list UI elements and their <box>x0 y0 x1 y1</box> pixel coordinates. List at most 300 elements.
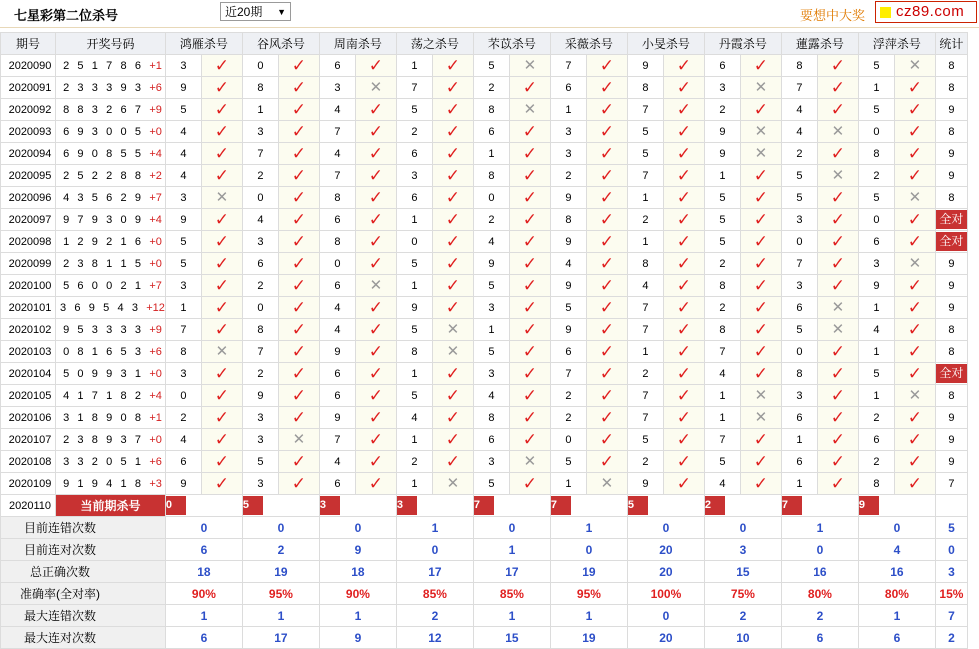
draw-numbers-cell <box>56 253 166 275</box>
draw-numbers: 2 3 3 3 9 3 <box>63 81 144 94</box>
check-mark-icon: ✓ <box>445 452 461 471</box>
result-cell <box>817 473 858 495</box>
kill-number-cell: 6 <box>704 55 740 77</box>
kill-number-cell: 7 <box>550 363 586 385</box>
table-row <box>1 429 968 451</box>
check-mark-icon: ✓ <box>445 408 461 427</box>
result-cell <box>817 187 858 209</box>
kill-number-cell: 3 <box>165 187 201 209</box>
current-kill-cell <box>319 495 396 517</box>
table-row <box>1 187 968 209</box>
kill-number-cell: 1 <box>627 231 663 253</box>
result-cell <box>894 319 935 341</box>
result-cell <box>740 341 781 363</box>
summary-value: 2 <box>242 539 319 561</box>
check-mark-icon: ✓ <box>291 78 307 97</box>
summary-row <box>1 605 968 627</box>
kill-number-cell: 9 <box>704 143 740 165</box>
kill-number-cell: 5 <box>396 385 432 407</box>
summary-value: 16 <box>858 561 935 583</box>
result-cell <box>201 363 242 385</box>
check-mark-icon: ✓ <box>445 188 461 207</box>
kill-number-cell: 4 <box>165 429 201 451</box>
header-expert-4[interactable]: 荡之杀号 <box>396 33 473 55</box>
draw-plus: +2 <box>149 169 162 182</box>
kill-number-cell: 7 <box>242 143 278 165</box>
check-mark-icon: ✓ <box>368 364 384 383</box>
result-cell <box>355 275 396 297</box>
kill-number-cell: 1 <box>242 99 278 121</box>
result-cell <box>894 451 935 473</box>
cross-mark-icon: ✕ <box>908 57 922 74</box>
kill-number-cell: 5 <box>165 231 201 253</box>
summary-value: 85% <box>396 583 473 605</box>
header-expert-2[interactable]: 谷风杀号 <box>242 33 319 55</box>
summary-value: 1 <box>473 605 550 627</box>
kill-number-cell: 2 <box>242 275 278 297</box>
check-mark-icon: ✓ <box>445 56 461 75</box>
kill-number-cell: 8 <box>858 143 894 165</box>
result-cell <box>432 55 473 77</box>
result-cell <box>740 187 781 209</box>
result-cell <box>509 319 550 341</box>
check-mark-icon: ✓ <box>291 386 307 405</box>
result-cell <box>894 473 935 495</box>
draw-plus: +0 <box>149 367 162 380</box>
result-cell <box>355 363 396 385</box>
kill-number-cell: 4 <box>550 253 586 275</box>
check-mark-icon: ✓ <box>907 232 923 251</box>
summary-value: 80% <box>858 583 935 605</box>
summary-value: 2 <box>396 605 473 627</box>
check-mark-icon: ✓ <box>291 342 307 361</box>
stat-cell <box>935 165 967 187</box>
check-mark-icon: ✓ <box>676 298 692 317</box>
check-mark-icon: ✓ <box>830 364 846 383</box>
result-cell <box>817 121 858 143</box>
draw-numbers-cell <box>56 429 166 451</box>
result-cell <box>663 473 704 495</box>
kill-number-cell: 8 <box>781 363 817 385</box>
result-cell <box>894 143 935 165</box>
result-cell <box>278 451 319 473</box>
kill-number-cell: 9 <box>165 209 201 231</box>
kill-number-cell: 7 <box>242 341 278 363</box>
result-cell <box>355 231 396 253</box>
kill-number-cell: 0 <box>858 209 894 231</box>
summary-value: 17 <box>473 561 550 583</box>
header-expert-5[interactable]: 芣苡杀号 <box>473 33 550 55</box>
check-mark-icon: ✓ <box>522 298 538 317</box>
summary-label: 总正确次数 <box>1 561 166 583</box>
check-mark-icon: ✓ <box>445 122 461 141</box>
kill-number-cell: 6 <box>396 143 432 165</box>
check-mark-icon: ✓ <box>445 364 461 383</box>
current-issue-row <box>1 495 968 517</box>
check-mark-icon: ✓ <box>368 408 384 427</box>
kill-number-cell: 4 <box>319 319 355 341</box>
result-cell <box>740 297 781 319</box>
result-cell <box>740 99 781 121</box>
result-cell <box>817 429 858 451</box>
kill-number-cell: 3 <box>781 275 817 297</box>
check-mark-icon: ✓ <box>214 474 230 493</box>
current-kill-cell <box>704 495 781 517</box>
check-mark-icon: ✓ <box>291 122 307 141</box>
kill-number-cell: 9 <box>473 253 509 275</box>
result-cell <box>894 187 935 209</box>
result-cell <box>432 275 473 297</box>
summary-value: 0 <box>473 517 550 539</box>
kill-number-table <box>0 32 968 649</box>
check-mark-icon: ✓ <box>830 254 846 273</box>
stat-value: 8 <box>948 59 955 72</box>
kill-number-cell: 2 <box>627 451 663 473</box>
check-mark-icon: ✓ <box>830 232 846 251</box>
kill-number-cell: 1 <box>550 99 586 121</box>
check-mark-icon: ✓ <box>676 254 692 273</box>
kill-number-cell: 2 <box>550 165 586 187</box>
check-mark-icon: ✓ <box>291 254 307 273</box>
header-expert-9[interactable]: 蓮露杀号 <box>781 33 858 55</box>
header-expert-6[interactable]: 采薇杀号 <box>550 33 627 55</box>
kill-number-cell: 7 <box>550 55 586 77</box>
result-cell <box>432 187 473 209</box>
kill-number-cell: 2 <box>550 385 586 407</box>
kill-number-cell: 1 <box>396 429 432 451</box>
check-mark-icon: ✓ <box>291 276 307 295</box>
kill-number-cell: 3 <box>473 297 509 319</box>
kill-number-cell: 2 <box>781 143 817 165</box>
check-mark-icon: ✓ <box>368 100 384 119</box>
summary-stat: 15% <box>935 583 967 605</box>
kill-number-cell: 1 <box>396 363 432 385</box>
result-cell <box>894 407 935 429</box>
site-logo[interactable] <box>875 1 977 23</box>
kill-number-cell: 1 <box>704 385 740 407</box>
kill-number-cell: 7 <box>165 319 201 341</box>
kill-number-cell: 5 <box>704 187 740 209</box>
kill-number-cell: 4 <box>319 451 355 473</box>
check-mark-icon: ✓ <box>291 364 307 383</box>
result-cell <box>201 143 242 165</box>
kill-number-cell: 4 <box>242 209 278 231</box>
kill-number-cell: 0 <box>165 385 201 407</box>
cross-mark-icon: ✕ <box>754 387 768 404</box>
stat-value: 9 <box>948 301 955 314</box>
summary-value: 95% <box>550 583 627 605</box>
result-cell <box>740 473 781 495</box>
result-cell <box>817 209 858 231</box>
kill-number-cell: 3 <box>242 473 278 495</box>
summary-value: 20 <box>627 627 704 649</box>
kill-number-cell: 9 <box>550 231 586 253</box>
result-cell <box>894 275 935 297</box>
current-kill-cell <box>858 495 935 517</box>
check-mark-icon: ✓ <box>599 408 615 427</box>
check-mark-icon: ✓ <box>676 364 692 383</box>
kill-number-cell: 9 <box>858 275 894 297</box>
kill-number-cell: 5 <box>627 121 663 143</box>
current-stat-cell <box>935 495 967 517</box>
kill-number-cell: 5 <box>858 187 894 209</box>
check-mark-icon: ✓ <box>214 56 230 75</box>
kill-number-cell: 7 <box>704 341 740 363</box>
table-row <box>1 143 968 165</box>
check-mark-icon: ✓ <box>676 386 692 405</box>
kill-number-cell: 2 <box>858 165 894 187</box>
result-cell <box>509 451 550 473</box>
kill-number-cell: 1 <box>396 55 432 77</box>
result-cell <box>817 363 858 385</box>
result-cell <box>355 209 396 231</box>
summary-value: 1 <box>165 605 242 627</box>
stat-cell <box>935 275 967 297</box>
result-cell <box>817 231 858 253</box>
header-expert-3[interactable]: 周南杀号 <box>319 33 396 55</box>
result-cell <box>586 253 627 275</box>
kill-number-cell: 5 <box>165 99 201 121</box>
result-cell <box>201 407 242 429</box>
stat-cell <box>935 473 967 495</box>
draw-numbers-cell <box>56 231 166 253</box>
check-mark-icon: ✓ <box>753 232 769 251</box>
current-kill-value: 0 <box>166 496 186 515</box>
kill-number-cell: 5 <box>858 363 894 385</box>
cross-mark-icon: ✕ <box>369 277 383 294</box>
summary-value: 0 <box>242 517 319 539</box>
header-expert-1[interactable]: 鸿雁杀号 <box>165 33 242 55</box>
kill-number-cell: 5 <box>781 187 817 209</box>
header-expert-8[interactable]: 丹霞杀号 <box>704 33 781 55</box>
result-cell <box>663 385 704 407</box>
draw-numbers: 2 3 8 1 1 5 <box>63 257 144 270</box>
check-mark-icon: ✓ <box>830 408 846 427</box>
cross-mark-icon: ✕ <box>831 167 845 184</box>
check-mark-icon: ✓ <box>676 320 692 339</box>
kill-number-cell: 3 <box>858 253 894 275</box>
kill-number-cell: 4 <box>704 473 740 495</box>
kill-number-cell: 1 <box>396 209 432 231</box>
kill-number-cell: 6 <box>319 473 355 495</box>
kill-number-cell: 7 <box>319 121 355 143</box>
kill-number-cell: 3 <box>165 275 201 297</box>
header-expert-10[interactable]: 浮萍杀号 <box>858 33 935 55</box>
stat-cell <box>935 231 967 253</box>
cross-mark-icon: ✕ <box>292 431 306 448</box>
kill-number-cell: 2 <box>627 209 663 231</box>
issue-cell: 2020091 <box>1 77 56 99</box>
result-cell <box>278 385 319 407</box>
kill-number-cell: 2 <box>165 407 201 429</box>
check-mark-icon: ✓ <box>676 188 692 207</box>
draw-numbers-cell <box>56 319 166 341</box>
check-mark-icon: ✓ <box>599 232 615 251</box>
check-mark-icon: ✓ <box>753 56 769 75</box>
draw-numbers: 9 5 3 3 3 3 <box>63 323 144 336</box>
result-cell <box>509 429 550 451</box>
period-select[interactable] <box>220 2 291 21</box>
check-mark-icon: ✓ <box>907 144 923 163</box>
logo-text: cz89.com <box>896 3 965 20</box>
result-cell <box>278 407 319 429</box>
result-cell <box>894 55 935 77</box>
kill-number-cell: 5 <box>627 429 663 451</box>
check-mark-icon: ✓ <box>291 188 307 207</box>
kill-number-cell: 1 <box>858 341 894 363</box>
check-mark-icon: ✓ <box>599 78 615 97</box>
result-cell <box>586 297 627 319</box>
kill-number-cell: 5 <box>396 253 432 275</box>
check-mark-icon: ✓ <box>753 474 769 493</box>
kill-number-cell: 2 <box>242 165 278 187</box>
kill-number-cell: 5 <box>858 99 894 121</box>
cross-mark-icon: ✕ <box>523 101 537 118</box>
cross-mark-icon: ✕ <box>908 255 922 272</box>
summary-stat: 5 <box>935 517 967 539</box>
summary-value: 6 <box>858 627 935 649</box>
check-mark-icon: ✓ <box>907 408 923 427</box>
summary-value: 17 <box>242 627 319 649</box>
summary-label: 目前连错次数 <box>1 517 166 539</box>
result-cell <box>894 363 935 385</box>
kill-number-cell: 6 <box>319 385 355 407</box>
kill-number-cell: 3 <box>242 407 278 429</box>
result-cell <box>894 341 935 363</box>
summary-label: 目前连对次数 <box>1 539 166 561</box>
result-cell <box>355 55 396 77</box>
draw-numbers: 5 6 0 0 2 1 <box>63 279 144 292</box>
kill-number-cell: 3 <box>473 451 509 473</box>
draw-numbers: 0 8 1 6 5 3 <box>63 345 144 358</box>
chevron-down-icon: ▼ <box>277 7 286 17</box>
kill-number-cell: 5 <box>704 209 740 231</box>
check-mark-icon: ✓ <box>291 408 307 427</box>
kill-number-cell: 3 <box>242 429 278 451</box>
kill-number-cell: 8 <box>627 77 663 99</box>
kill-number-cell: 9 <box>627 473 663 495</box>
result-cell <box>278 55 319 77</box>
kill-number-cell: 2 <box>858 451 894 473</box>
kill-number-cell: 0 <box>242 187 278 209</box>
draw-numbers-cell <box>56 407 166 429</box>
slogan-link[interactable]: 要想中大奖 <box>800 8 866 23</box>
check-mark-icon: ✓ <box>214 452 230 471</box>
draw-numbers-cell <box>56 209 166 231</box>
check-mark-icon: ✓ <box>368 474 384 493</box>
summary-row <box>1 583 968 605</box>
summary-value: 6 <box>165 539 242 561</box>
result-cell <box>740 165 781 187</box>
draw-numbers-cell <box>56 77 166 99</box>
check-mark-icon: ✓ <box>522 144 538 163</box>
summary-value: 15 <box>473 627 550 649</box>
draw-plus: +4 <box>149 389 162 402</box>
result-cell <box>355 77 396 99</box>
result-cell <box>432 451 473 473</box>
kill-number-cell: 1 <box>165 297 201 319</box>
check-mark-icon: ✓ <box>522 430 538 449</box>
kill-number-cell: 2 <box>704 99 740 121</box>
kill-number-cell: 5 <box>550 451 586 473</box>
summary-value: 1 <box>473 539 550 561</box>
check-mark-icon: ✓ <box>907 320 923 339</box>
table-row <box>1 275 968 297</box>
result-cell <box>278 473 319 495</box>
result-cell <box>586 473 627 495</box>
check-mark-icon: ✓ <box>907 166 923 185</box>
result-cell <box>894 77 935 99</box>
check-mark-icon: ✓ <box>445 276 461 295</box>
current-kill-cell <box>396 495 473 517</box>
kill-number-cell: 8 <box>396 341 432 363</box>
summary-value: 19 <box>550 627 627 649</box>
table-row <box>1 363 968 385</box>
cross-mark-icon: ✕ <box>523 453 537 470</box>
result-cell <box>740 275 781 297</box>
stat-cell <box>935 99 967 121</box>
check-mark-icon: ✓ <box>291 452 307 471</box>
check-mark-icon: ✓ <box>599 144 615 163</box>
result-cell <box>740 451 781 473</box>
check-mark-icon: ✓ <box>753 166 769 185</box>
result-cell <box>586 187 627 209</box>
draw-numbers: 4 3 5 6 2 9 <box>63 191 144 204</box>
kill-number-cell: 7 <box>627 385 663 407</box>
stat-cell <box>935 407 967 429</box>
check-mark-icon: ✓ <box>522 342 538 361</box>
kill-number-cell: 4 <box>319 297 355 319</box>
check-mark-icon: ✓ <box>676 144 692 163</box>
result-cell <box>509 187 550 209</box>
kill-number-cell: 4 <box>858 319 894 341</box>
draw-numbers-cell <box>56 363 166 385</box>
result-cell <box>432 165 473 187</box>
page-title: 七星彩第二位杀号 <box>14 8 119 23</box>
result-cell <box>201 429 242 451</box>
draw-numbers: 3 3 2 0 5 1 <box>63 455 144 468</box>
stat-value: 9 <box>948 279 955 292</box>
check-mark-icon: ✓ <box>676 122 692 141</box>
cross-mark-icon: ✕ <box>831 123 845 140</box>
check-mark-icon: ✓ <box>368 452 384 471</box>
draw-numbers-cell <box>56 121 166 143</box>
check-mark-icon: ✓ <box>753 100 769 119</box>
result-cell <box>509 385 550 407</box>
result-cell <box>663 231 704 253</box>
kill-number-cell: 5 <box>396 319 432 341</box>
check-mark-icon: ✓ <box>830 56 846 75</box>
kill-number-cell: 5 <box>473 55 509 77</box>
draw-numbers: 6 9 3 0 0 5 <box>63 125 144 138</box>
result-cell <box>278 231 319 253</box>
kill-number-cell: 4 <box>319 99 355 121</box>
draw-numbers: 4 1 7 1 8 2 <box>63 389 144 402</box>
check-mark-icon: ✓ <box>368 56 384 75</box>
kill-number-cell: 6 <box>858 429 894 451</box>
cross-mark-icon: ✕ <box>754 79 768 96</box>
header-expert-7[interactable]: 小旻杀号 <box>627 33 704 55</box>
check-mark-icon: ✓ <box>907 430 923 449</box>
result-cell <box>509 275 550 297</box>
result-cell <box>817 341 858 363</box>
kill-number-cell: 3 <box>319 77 355 99</box>
result-cell <box>663 77 704 99</box>
check-mark-icon: ✓ <box>291 298 307 317</box>
check-mark-icon: ✓ <box>522 364 538 383</box>
result-cell <box>278 253 319 275</box>
result-cell <box>201 209 242 231</box>
